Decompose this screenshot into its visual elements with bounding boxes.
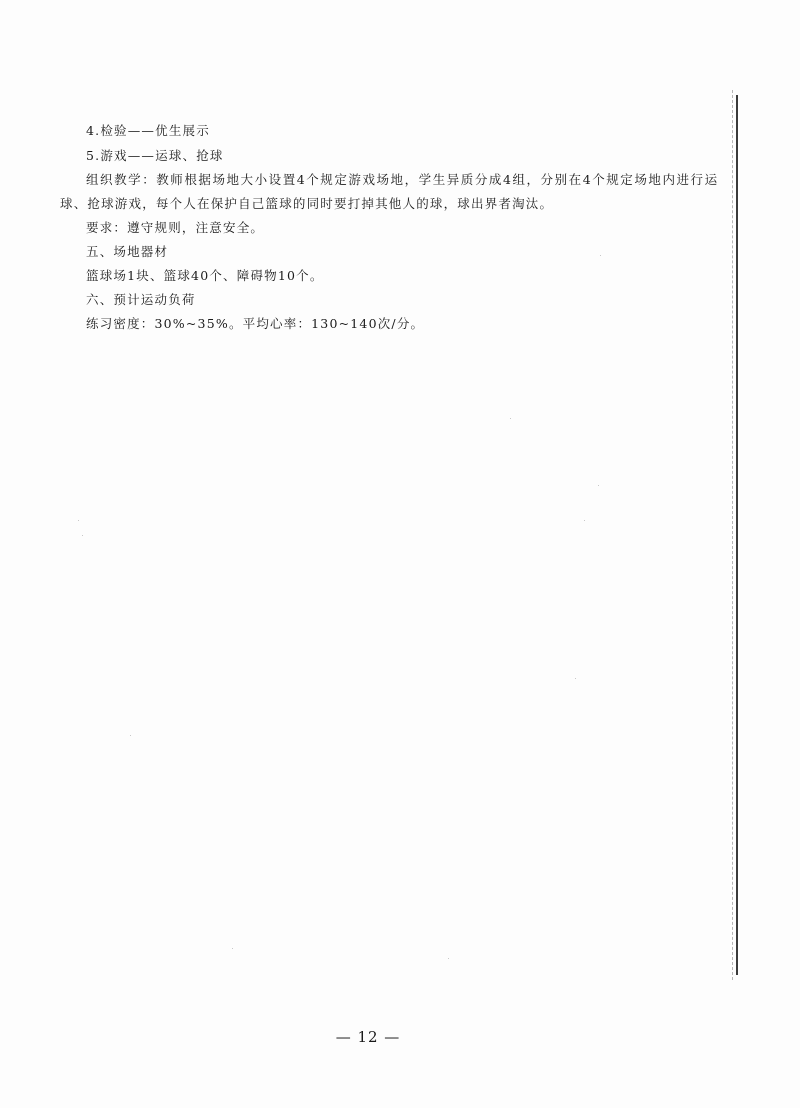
item-5-game: 5.游戏——运球、抢球 bbox=[86, 148, 224, 163]
exercise-load-text: 练习密度：30%~35%。平均心率：130~140次/分。 bbox=[86, 316, 425, 331]
scan-speck bbox=[78, 520, 79, 521]
equipment-text: 篮球场1块、篮球40个、障碍物10个。 bbox=[86, 268, 324, 283]
scan-speck bbox=[82, 535, 83, 536]
scan-speck bbox=[584, 520, 585, 521]
item-4-check: 4.检验——优生展示 bbox=[86, 123, 210, 138]
scan-speck bbox=[600, 255, 601, 256]
scan-speck bbox=[598, 485, 599, 486]
scan-speck bbox=[232, 948, 233, 949]
scan-speck bbox=[448, 958, 449, 959]
org-teaching-line-2: 球、抢球游戏，每个人在保护自己篮球的同时要打掉其他人的球，球出界者淘汰。 bbox=[60, 196, 554, 211]
page-number: — 12 — bbox=[335, 1028, 401, 1046]
scan-speck bbox=[510, 418, 511, 419]
binding-margin-line bbox=[736, 95, 738, 975]
section-6-heading: 六、预计运动负荷 bbox=[86, 292, 196, 307]
requirement-text: 要求：遵守规则，注意安全。 bbox=[86, 220, 265, 235]
scan-speck bbox=[130, 735, 131, 736]
org-teaching-line-1: 组织教学：教师根据场地大小设置4个规定游戏场地，学生异质分成4组，分别在4个规定场地内进行运 bbox=[86, 172, 719, 187]
section-5-heading: 五、场地器材 bbox=[86, 244, 169, 259]
scan-speck bbox=[575, 678, 576, 679]
binding-margin-dashed-line bbox=[732, 90, 734, 980]
